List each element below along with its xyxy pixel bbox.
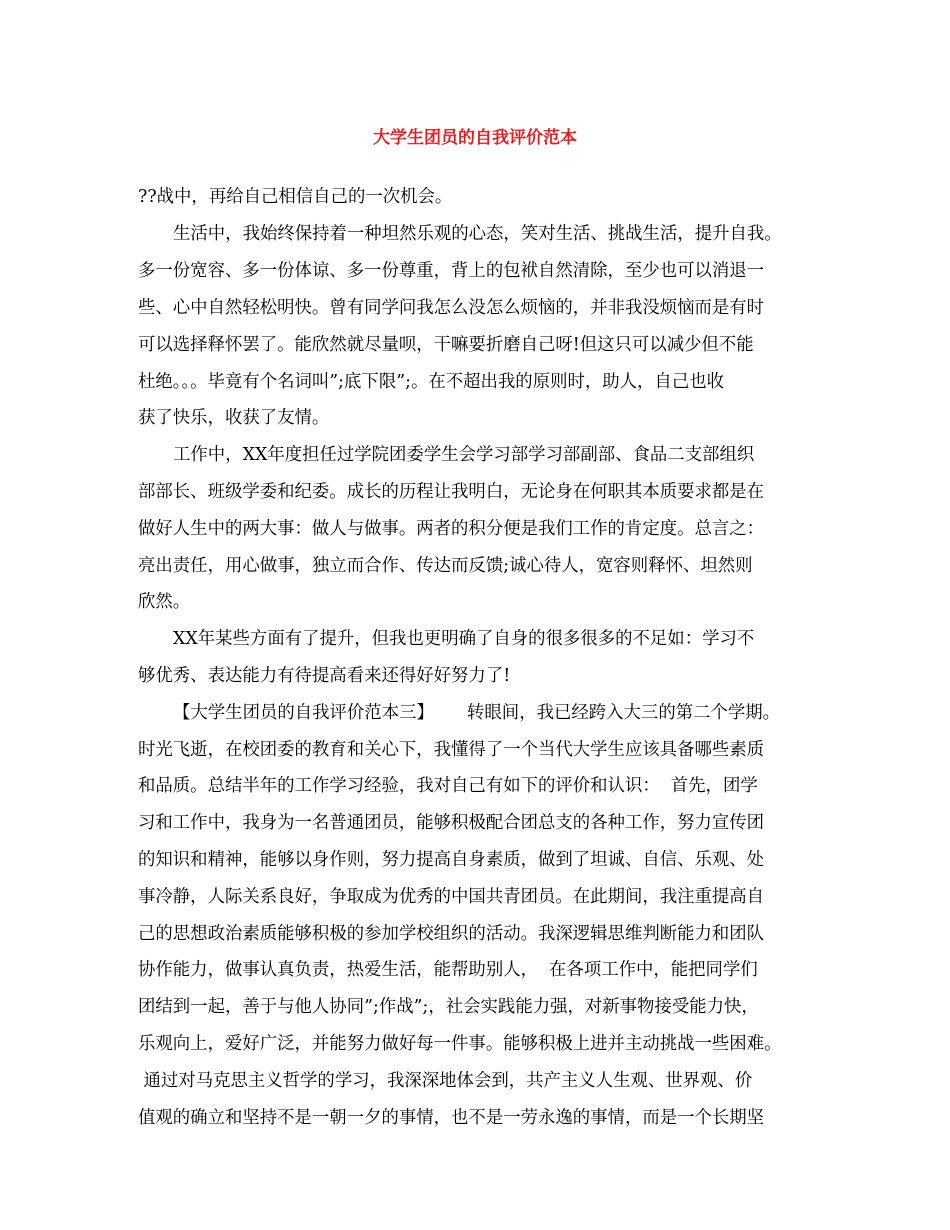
body-line: 些、心中自然轻松明快。曾有同学问我怎么没怎么烦恼的，并非我没烦恼而是有时 bbox=[138, 298, 765, 318]
body-line: 的知识和精神，能够以身作则，努力提高自身素质，做到了坦诚、自信、乐观、处 bbox=[138, 850, 765, 870]
body-line: 生活中，我始终保持着一种坦然乐观的心态，笑对生活、挑战生活，提升自我。 bbox=[173, 224, 782, 244]
body-line: 【大学生团员的自我评价范本三】 转眼间，我已经跨入大三的第二个学期。 bbox=[173, 703, 781, 723]
body-line: 团结到一起，善于与他人协同”;作战”;，社会实践能力强，对新事物接受能力快， bbox=[138, 997, 759, 1017]
body-line: 部部长、班级学委和纪委。成长的历程让我明白，无论身在何职其本质要求都是在 bbox=[138, 482, 765, 502]
body-line: 通过对马克思主义哲学的学习，我深深地体会到，共产主义人生观、世界观、价 bbox=[138, 1071, 753, 1091]
body-line: 乐观向上，爱好广泛，并能努力做好每一件事。能够积极上进并主动挑战一些困难。 bbox=[138, 1034, 782, 1054]
body-line: 可以选择释怀罢了。能欣然就尽量呗，干嘛要折磨自己呀!但这只可以减少但不能 bbox=[138, 335, 754, 355]
body-line: 工作中，XX年度担任过学院团委学生会学习部学习部副部、食品二支部组织 bbox=[173, 445, 755, 465]
body-line: 亮出责任，用心做事，独立而合作、传达而反馈;诚心待人，宽容则释怀、坦然则 bbox=[138, 556, 753, 576]
body-line: 习和工作中，我身为一名普通团员，能够积极配合团总支的各种工作，努力宣传团 bbox=[138, 813, 765, 833]
body-line: 欣然。 bbox=[138, 592, 191, 612]
body-line: 己的思想政治素质能够积极的参加学校组织的活动。我深逻辑思维判断能力和团队 bbox=[138, 924, 765, 944]
body-line: 获了快乐，收获了友情。 bbox=[138, 408, 330, 428]
body-line: 协作能力，做事认真负责，热爱生活，能帮助别人， 在各项工作中，能把同学们 bbox=[138, 960, 758, 980]
body-line: 事冷静，人际关系良好，争取成为优秀的中国共青团员。在此期间，我注重提高自 bbox=[138, 887, 765, 907]
body-line: XX年某些方面有了提升，但我也更明确了自身的很多很多的不足如：学习不 bbox=[173, 629, 755, 649]
body-line: 够优秀、表达能力有待提高看来还得好好努力了! bbox=[138, 666, 511, 686]
body-line: ??战中，再给自己相信自己的一次机会。 bbox=[138, 187, 453, 207]
body-line: 杜绝。。。毕竟有个名词叫”;底下限”;。在不超出我的原则时，助人，自己也收 bbox=[138, 372, 724, 392]
document-title: 大学生团员的自我评价范本 bbox=[373, 128, 577, 148]
body-line: 时光飞逝，在校团委的教育和关心下，我懂得了一个当代大学生应该具备哪些素质 bbox=[138, 740, 765, 760]
body-line: 做好人生中的两大事：做人与做事。两者的积分便是我们工作的肯定度。总言之： bbox=[138, 519, 765, 539]
body-line: 值观的确立和坚持不是一朝一夕的事情，也不是一劳永逸的事情，而是一个长期坚 bbox=[138, 1108, 765, 1128]
body-line: 和品质。总结半年的工作学习经验，我对自己有如下的评价和认识： 首先，团学 bbox=[138, 776, 758, 796]
body-line: 多一份宽容、多一份体谅、多一份尊重，背上的包袱自然清除，至少也可以消退一 bbox=[138, 261, 765, 281]
